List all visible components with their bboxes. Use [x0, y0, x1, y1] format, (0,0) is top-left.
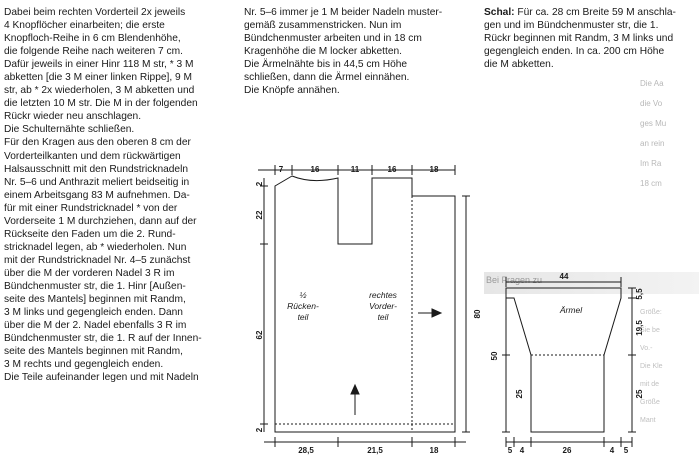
col1-line-19: stricknadel legen, ab * wiederholen. Nun [4, 241, 187, 253]
adjacent-line-4: an rein [640, 139, 665, 148]
adjacent-lower-line-4: Die Kle [640, 363, 663, 370]
bottom-dim-3: 18 [429, 446, 439, 455]
bottom-dim-2: 21,5 [367, 446, 383, 455]
top-dim-4: 16 [387, 165, 397, 174]
top-dim-2: 16 [310, 165, 320, 174]
col1-line-17: Vorderseite 1 M durchziehen, dann auf der [4, 215, 197, 227]
sleeve-bottom-dim-2: 4 [519, 446, 525, 455]
col1-line-13: Halsausschnitt mit den Rundstricknadeln [4, 163, 189, 175]
col2-line-4: Kragenhöhe die M locker abketten. [244, 46, 403, 58]
col1-line-10: Die Schulternähte schließen. [4, 124, 135, 136]
col1-line-14: Nr. 5–6 und Anthrazit meliert beidseitig in [4, 176, 190, 188]
col2-line-6: schließen, dann die Ärmel einnähen. [244, 72, 410, 84]
col2-line-3: Bündchenmuster arbeiten und in 18 cm [244, 33, 422, 45]
left-dim-4: 2 [255, 427, 264, 433]
left-dim-1: 2 [255, 181, 264, 187]
top-dim-5: 18 [429, 165, 439, 174]
col1-line-23: seite des Mantels] beginnen mit Randm, [4, 294, 186, 306]
adjacent-lower-line-6: Größe [640, 399, 660, 406]
adjacent-lower-line-5: mit de [640, 381, 660, 388]
col1-line-29: Die Teile aufeinander legen und mit Nadeln [4, 372, 199, 384]
top-dim-1: 7 [278, 165, 284, 174]
adjacent-line-5: Im Ra [640, 159, 662, 168]
adjacent-line-2: die Vo [640, 99, 663, 108]
sleeve-left-dim-1: 50 [490, 351, 499, 361]
adjacent-line-1: Die Aa [640, 79, 664, 88]
col1-line-12: Vorderteilkanten und dem rückwärtigen [4, 150, 181, 162]
col1-line-22: Bündchenmuster str, die 1. Hinr [Außen- [4, 280, 186, 292]
col2-line-1: Nr. 5–6 immer je 1 M beider Nadeln muster- [244, 7, 443, 18]
left-dim-2: 22 [255, 210, 264, 220]
adjacent-lower-line-2: Sie be [640, 327, 660, 334]
col1-line-20: mit der Rundstricknadel Nr. 4–5 zunächst [4, 254, 191, 266]
col1-line-15: einem Arbeitsgang 83 M aufnehmen. Da- [4, 189, 190, 201]
col1-line-5: Dafür jeweils in einer Hinr 118 M str, * 3 M [4, 59, 194, 71]
scarf-heading: Schal: [484, 7, 515, 18]
adjacent-lower-line-1: Größe: [640, 309, 662, 316]
col1-line-26: Bündchenmuster str, die 1. R auf der Innen- [4, 333, 202, 345]
sleeve-right-dim-1: 5,5 [635, 288, 644, 300]
col1-line-28: 3 M rechts und gegengleich enden. [4, 359, 164, 371]
sleeve-bottom-dim-3: 26 [562, 446, 572, 455]
scarf-first-line: Für ca. 28 cm Breite 59 M anschla- [514, 7, 676, 18]
front-label-line3: teil [377, 312, 389, 322]
col1-line-7: str, ab * 2x wiederholen, 3 M abketten und [4, 85, 195, 97]
right-dim-80: 80 [473, 309, 482, 319]
sleeve-label: Ärmel [559, 305, 583, 315]
sleeve-bottom-dim-4: 4 [609, 446, 615, 455]
col1-line-21: über die M der vorderen Nadel 3 R im [4, 267, 175, 279]
col1-line-6: abketten [die 3 M einer linken Rippe], 9 M [4, 72, 193, 84]
back-label-line2: teil [297, 312, 309, 322]
col1-line-4: die folgende Reihe nach weiteren 7 cm. [4, 46, 183, 58]
col1-line-25: über die M der 2. Nadel ebenfalls 3 R im [4, 320, 187, 332]
adjacent-lower-line-7: Mant [640, 417, 656, 424]
sleeve-chart [502, 277, 636, 447]
sleeve-right-dim-2: 19,5 [635, 320, 644, 336]
adjacent-band-text: Bei Fragen zu [486, 275, 543, 285]
col1-line-24: 3 M links und gegengleich enden. Dann [4, 307, 183, 319]
adjacent-lower-line-3: Vo.- [640, 345, 653, 352]
back-label-fraction: ½ [299, 290, 307, 300]
scarf-line-4: die M abketten. [484, 59, 554, 71]
front-label-line2: Vorder- [369, 301, 397, 311]
back-label-line1: Rücken- [287, 301, 319, 311]
sleeve-right-dim-3: 25 [635, 389, 644, 399]
scarf-line-2: Rückr beginnen mit Randm, 3 M links und [484, 33, 674, 45]
col1-line-9: Rückr wieder neu anschlagen. [4, 111, 142, 123]
adjacent-line-3: ges Mu [640, 119, 667, 128]
left-dim-3: 62 [255, 330, 264, 340]
sleeve-bottom-dim-1: 5 [507, 446, 513, 455]
sleeve-bottom-dim-5: 5 [623, 446, 629, 455]
col1-line-11: Für den Kragen aus den oberen 8 cm der [4, 137, 191, 149]
adjacent-line-6: 18 cm [640, 179, 662, 188]
col1-line-1: Dabei beim rechten Vorderteil 2x jeweils [4, 7, 186, 18]
top-dim-3: 11 [350, 165, 360, 174]
col2-line-7: Die Knöpfe annähen. [244, 85, 340, 97]
sleeve-left-dim-2: 25 [515, 389, 524, 399]
sleeve-top-dim: 44 [559, 272, 569, 281]
col1-line-8: die letzten 10 M str. Die M in der folgenden [4, 98, 198, 110]
col1-line-18: Rückseite den Faden um die 2. Rund- [4, 228, 176, 240]
bottom-dim-1: 28,5 [298, 446, 314, 455]
col1-line-27: seite des Mantels beginnen mit Randm, [4, 346, 183, 358]
back-front-dimension-labels [255, 165, 482, 455]
scarf-line-3: gegengleich enden. In ca. 200 cm Höhe [484, 46, 665, 58]
scarf-line-1: gen und im Bündchenmuster str, die 1. [484, 20, 659, 32]
col2-line-5: Die Ärmelnähte bis in 44,5 cm Höhe [244, 59, 408, 71]
front-label-line1: rechtes [369, 290, 397, 300]
col2-line-2: gemäß zusammenstricken. Nun im [244, 20, 402, 32]
col1-line-3: Knopfloch-Reihe in 6 cm Blendenhöhe, [4, 33, 181, 45]
col1-line-16: für mit einer Rundstricknadel * von der [4, 202, 178, 214]
col1-line-2: 4 Knopflöcher einarbeiten; die erste [4, 20, 165, 32]
